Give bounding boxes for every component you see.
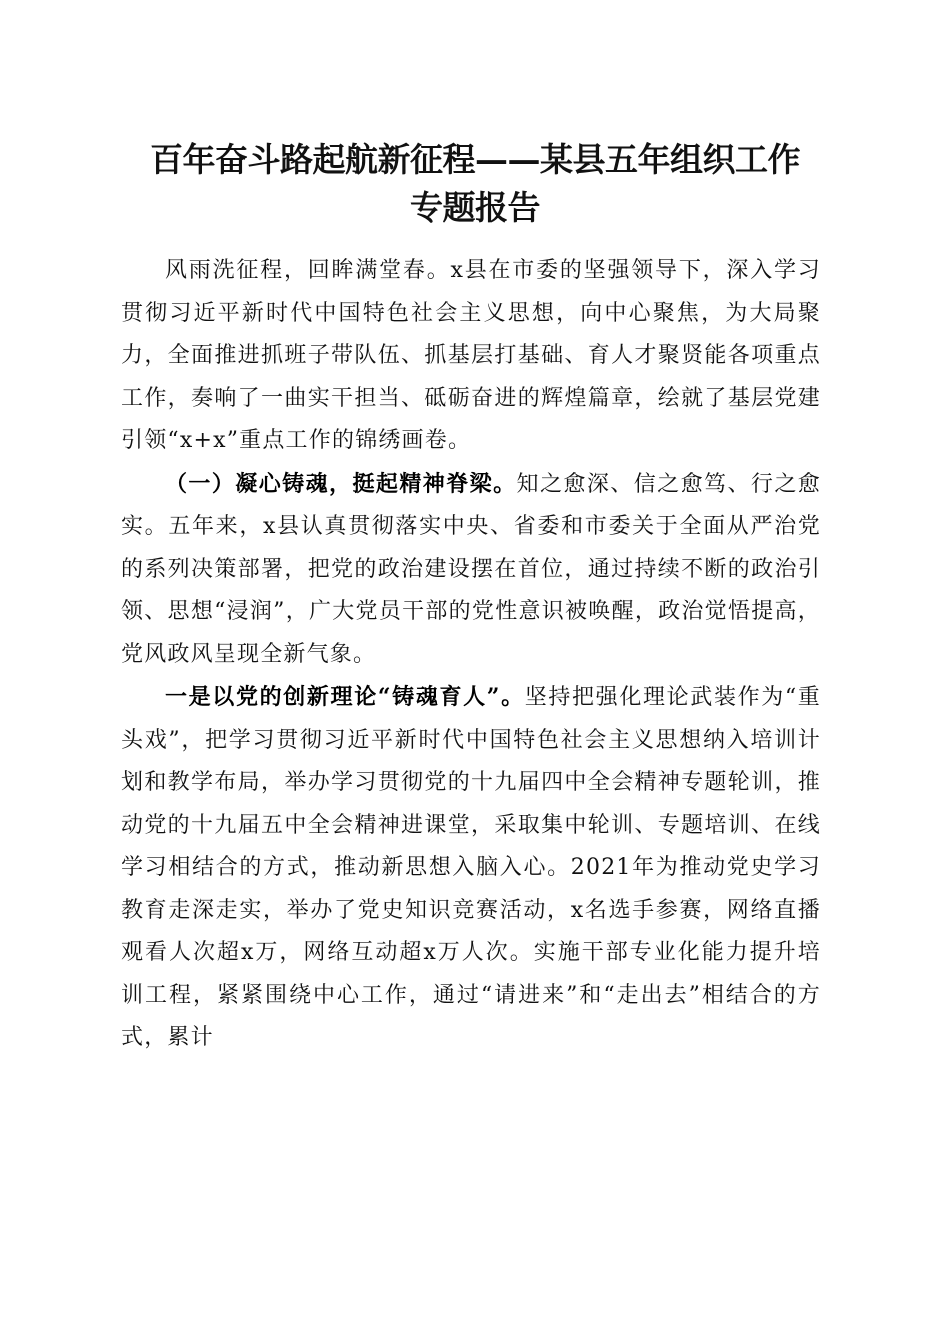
paragraph-text: 风雨洗征程，回眸满堂春。x县在市委的坚强领导下，深入学习贯彻习近平新时代中国特色社会主义思想，向中心聚焦，为大局聚力，全面推进抓班子带队伍、抓基层打基础、育人才聚贤能各项重点工作，奏响了一曲实干担当、砥砺奋进的辉煌篇章，绘就了基层党建引领“x+x”重点工作的锦绣画卷。 [121,258,821,453]
paragraph-heading: 一是以党的创新理论“铸魂育人”。 [165,684,525,710]
document-title [100,136,850,232]
paragraph-heading: （一）凝心铸魂，挺起精神脊梁。 [165,470,517,497]
paragraph-text: 坚持把强化理论武装作为“重头戏”，把学习贯彻习近平新时代中国特色社会主义思想纳入培训计划和教学布局，举办学习贯彻党的十九届四中全会精神专题轮训，推动党的十九届五中全会精神进课堂，采取集中轮训、专题培训、在线学习相结合的方式，推动新思想入脑入心。2021年为推动党史学习教育走深走实，举办了党史知识竞赛活动，x名选手参赛，网络直播观看人次超x万，网络互动超x万人次。实施干部专业化能力提升培训工程，紧紧围绕中心工作，通过“请进来”和“走出去”相结合的方式，累计 [121,685,821,1050]
paragraph-point-1 [121,676,821,1060]
title-line-1: 百年奋斗路起航新征程——某县五年组织工作 [150,140,800,179]
paragraph-section-1 [121,463,821,677]
paragraph-text: 知之愈深、信之愈笃、行之愈实。五年来，x县认真贯彻落实中央、省委和市委关于全面从严治党的系列决策部署，把党的政治建设摆在首位，通过持续不断的政治引领、思想“浸润”，广大党员干部的党性意识被唤醒，政治觉悟提高，党风政风呈现全新气象。 [121,471,821,667]
paragraph-intro [121,250,821,463]
title-line-2: 专题报告 [410,188,540,227]
document-body [121,250,821,1060]
